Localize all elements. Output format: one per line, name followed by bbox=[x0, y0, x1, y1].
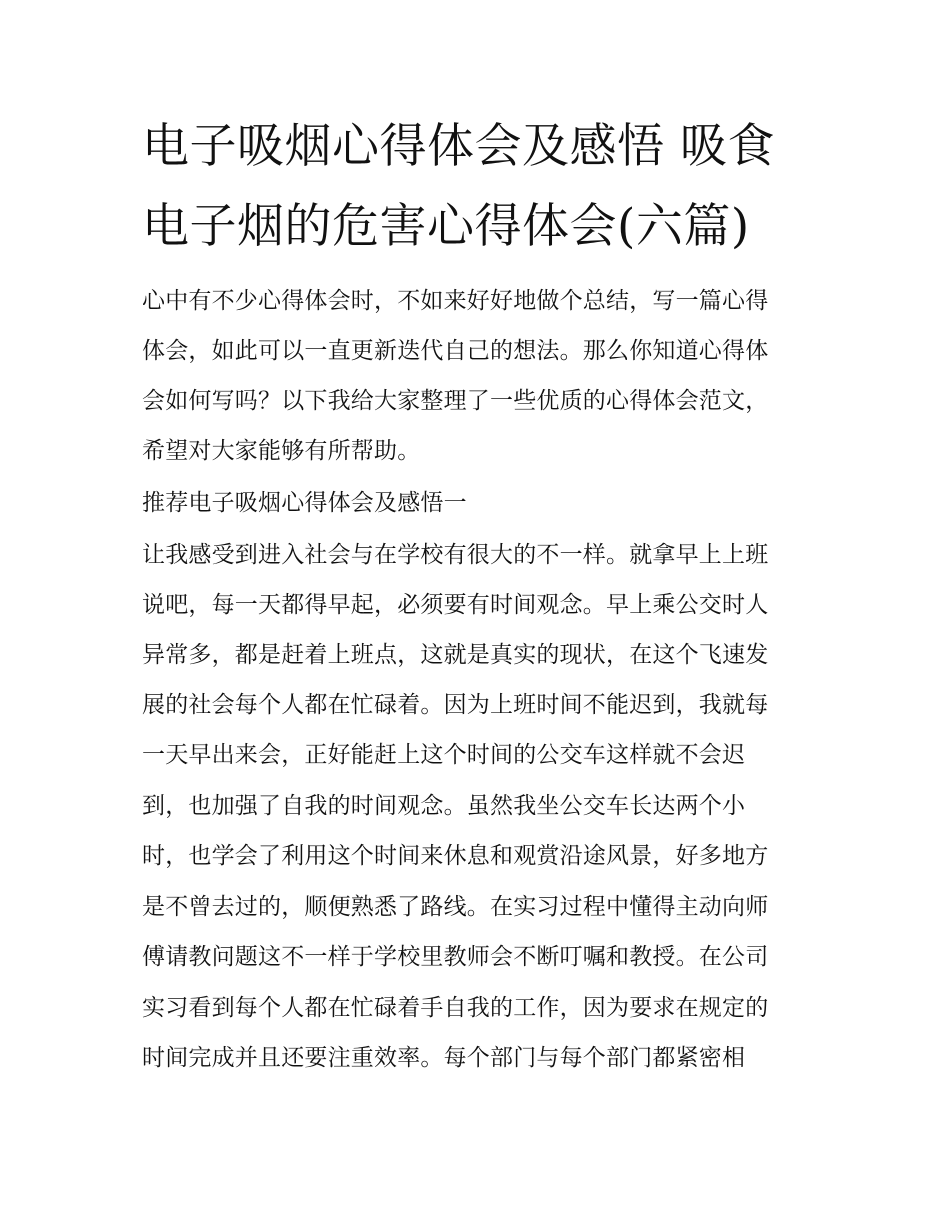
section-heading: 推荐电子吸烟心得体会及感悟一 bbox=[142, 490, 467, 516]
body-line-6: 到，也加强了自我的时间观念。虽然我坐公交车长达两个小 bbox=[142, 793, 746, 819]
intro-line-1: 心中有不少心得体会时，不如来好好地做个总结，写一篇心得 bbox=[142, 288, 769, 314]
body-line-5: 一天早出来会，正好能赶上这个时间的公交车这样就不会迟 bbox=[142, 742, 746, 768]
intro-line-2: 体会，如此可以一直更新迭代自己的想法。那么你知道心得体 bbox=[142, 338, 769, 364]
body-line-8: 是不曾去过的，顺便熟悉了路线。在实习过程中懂得主动向师 bbox=[142, 894, 769, 920]
body-line-11: 时间完成并且还要注重效率。每个部门与每个部门都紧密相 bbox=[142, 1045, 746, 1071]
document-title-line-2: 电子烟的危害心得体会(六篇) bbox=[142, 199, 750, 254]
body-line-1: 让我感受到进入社会与在学校有很大的不一样。就拿早上上班 bbox=[142, 542, 769, 568]
body-line-7: 时，也学会了利用这个时间来休息和观赏沿途风景，好多地方 bbox=[142, 843, 769, 869]
body-line-2: 说吧，每一天都得早起，必须要有时间观念。早上乘公交时人 bbox=[142, 592, 769, 618]
body-line-10: 实习看到每个人都在忙碌着手自我的工作，因为要求在规定的 bbox=[142, 995, 769, 1021]
intro-line-3: 会如何写吗？以下我给大家整理了一些优质的心得体会范文， bbox=[142, 388, 769, 414]
intro-line-4: 希望对大家能够有所帮助。 bbox=[142, 438, 421, 464]
body-line-4: 展的社会每个人都在忙碌着。因为上班时间不能迟到，我就每 bbox=[142, 692, 769, 718]
body-line-3: 异常多，都是赶着上班点，这就是真实的现状，在这个飞速发 bbox=[142, 642, 769, 668]
body-line-9: 傅请教问题这不一样于学校里教师会不断叮嘱和教授。在公司 bbox=[142, 944, 769, 970]
document-title-line-1: 电子吸烟心得体会及感悟 吸食 bbox=[142, 119, 775, 174]
